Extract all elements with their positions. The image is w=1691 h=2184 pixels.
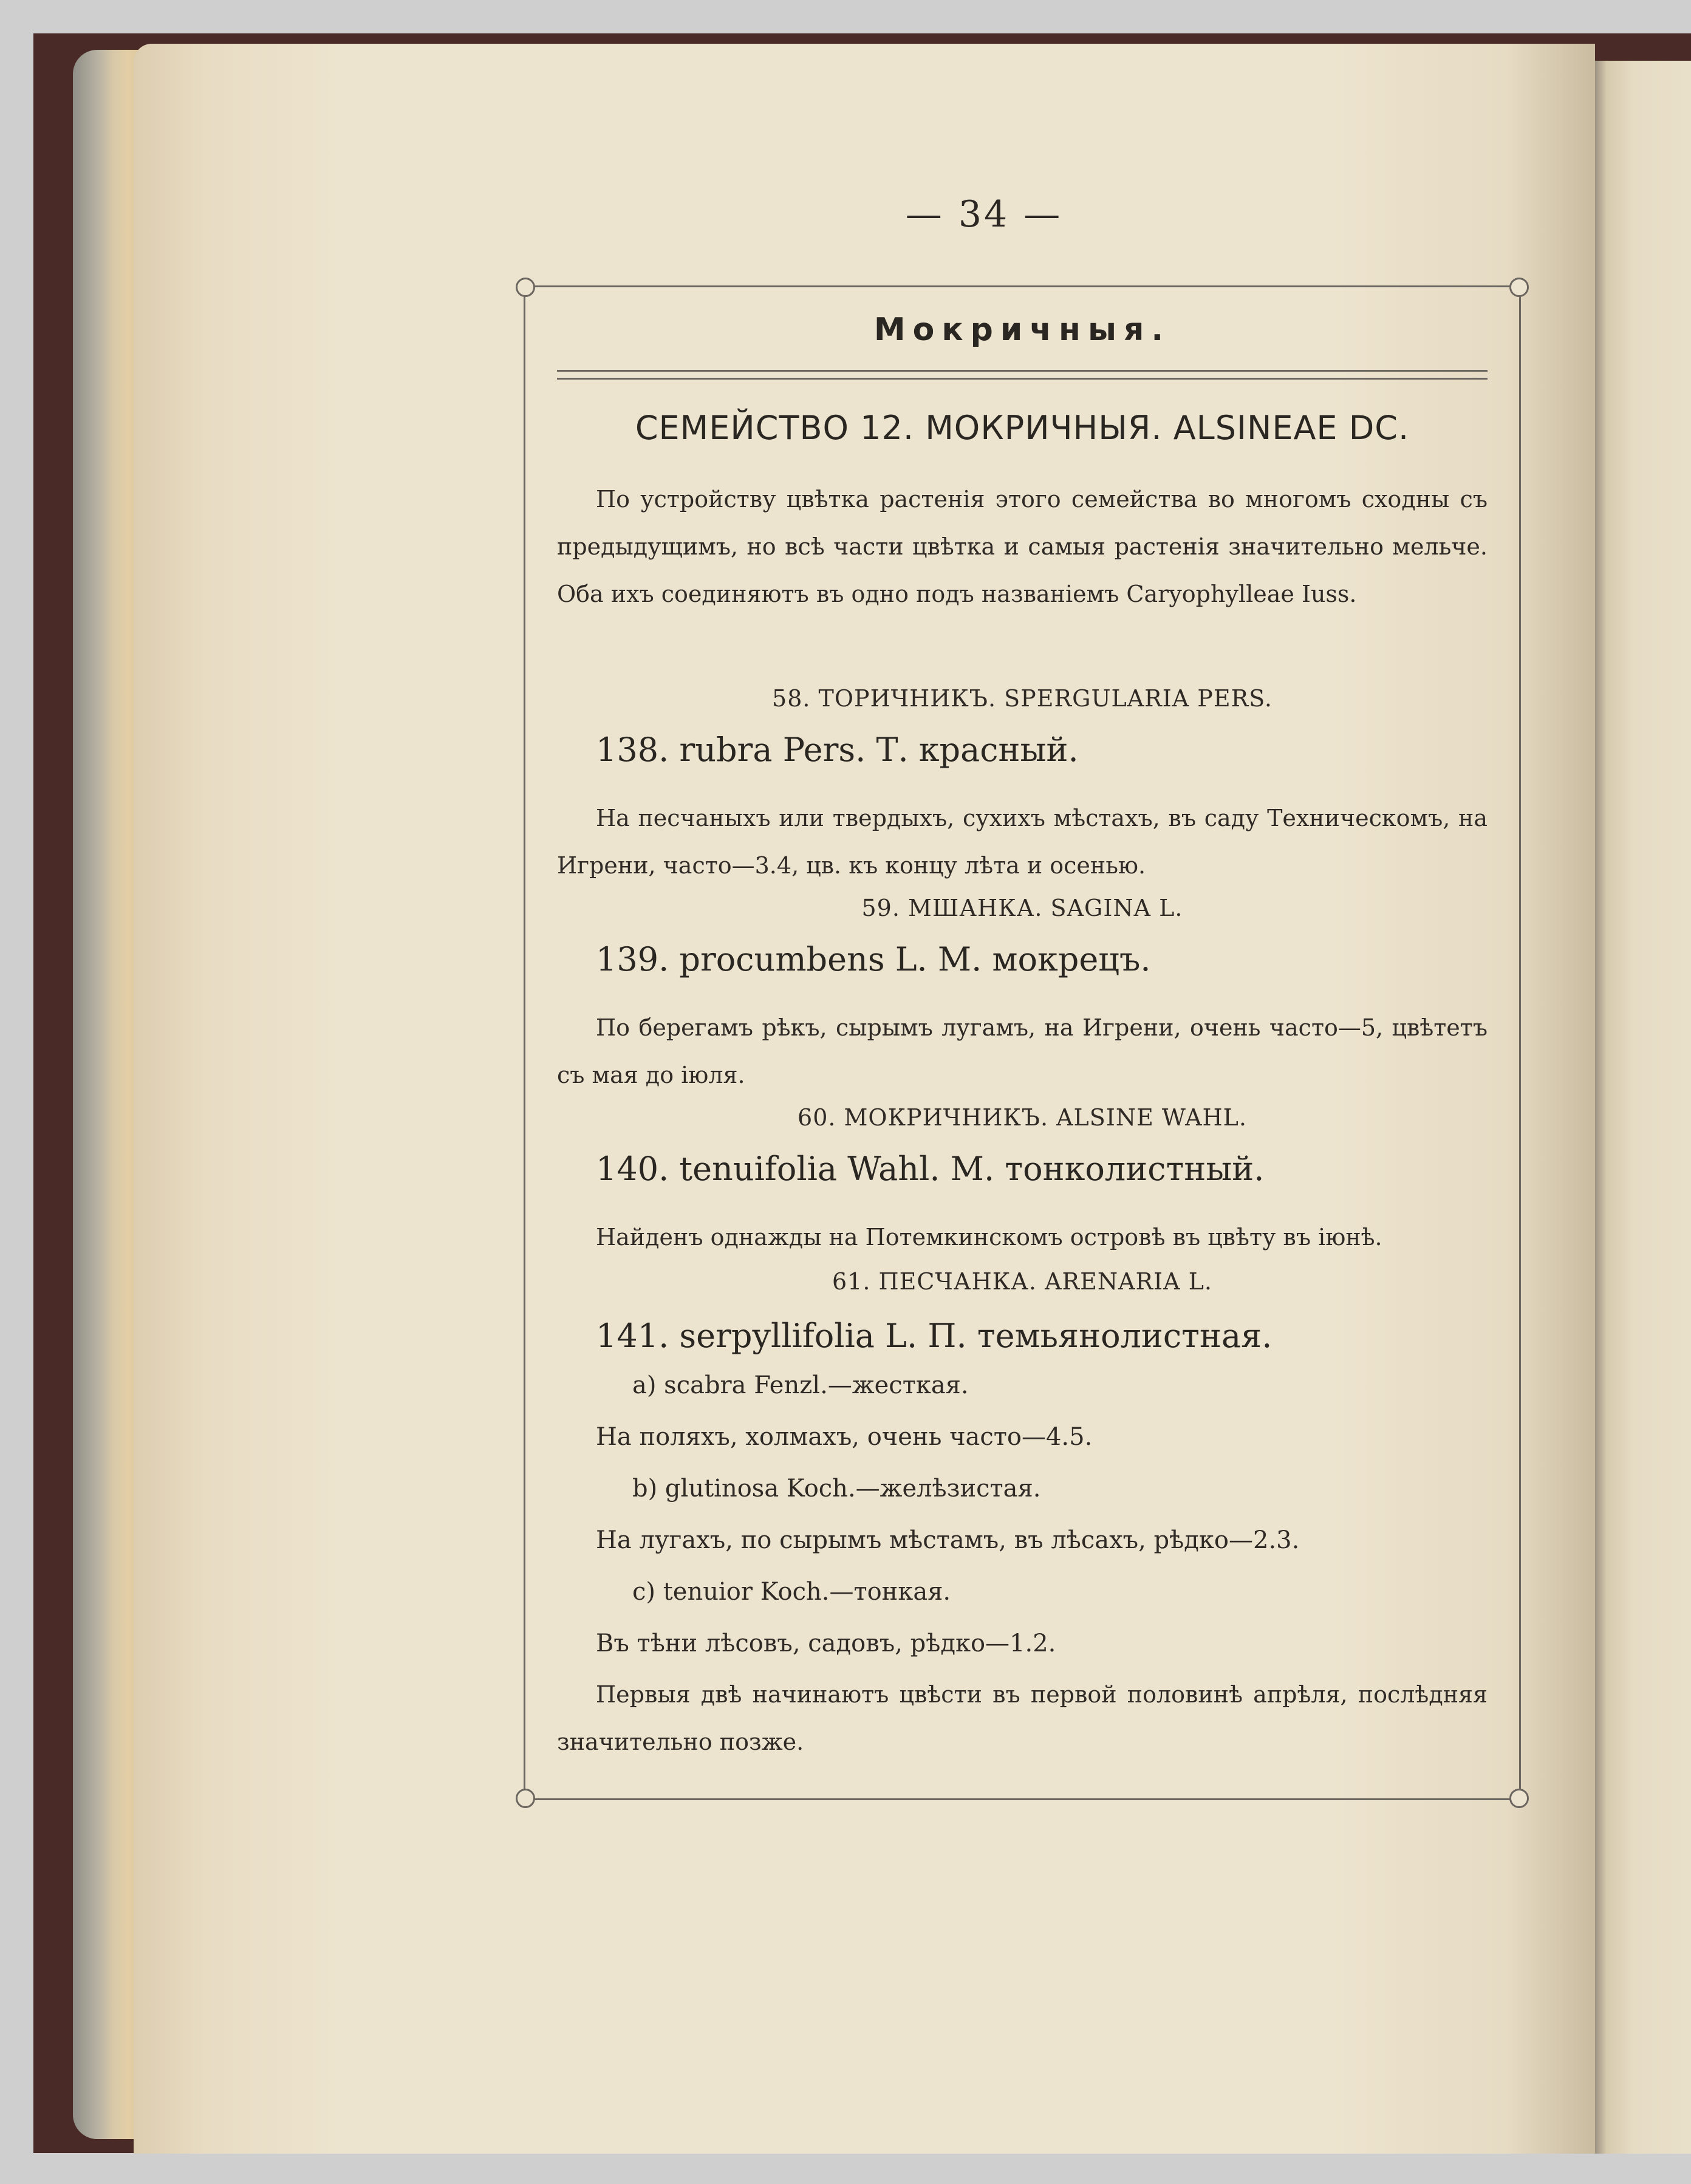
- genus-heading: 59. МШАНКА. SAGINA L.: [861, 895, 1183, 921]
- species-entry: 138. rubra Pers. Т. красный.: [596, 731, 1079, 769]
- genus-heading: 61. ПЕСЧАНКА. ARENARIA L.: [832, 1268, 1213, 1295]
- genus-heading: 58. ТОРИЧНИКЪ. SPERGULARIA PERS.: [772, 685, 1273, 712]
- family-title: СЕМЕЙСТВО 12. МОКРИЧНЫЯ. ALSINEAE DC.: [635, 409, 1410, 447]
- variety-label: b) glutinosa Koch.—желѣзистая.: [632, 1475, 1041, 1503]
- species-description: На песчаныхъ или твердыхъ, сухихъ мѣстахъ, въ саду Техническомъ, на Игрени, часто—3.4, цв. къ концу лѣта и осенью.: [557, 805, 1488, 879]
- variety-description: Въ тѣни лѣсовъ, садовъ, рѣдко—1.2.: [596, 1629, 1056, 1657]
- genus-heading: 60. МОКРИЧНИКЪ. ALSINE WAHL.: [798, 1104, 1247, 1131]
- variety-description: На лугахъ, по сырымъ мѣстамъ, въ лѣсахъ, рѣдко—2.3.: [596, 1526, 1300, 1554]
- running-head: Мокричныя.: [873, 312, 1171, 348]
- species-entry: 140. tenuifolia Wahl. М. тонколистный.: [596, 1150, 1265, 1188]
- text-frame: [524, 285, 1521, 1800]
- intro-paragraph: По устройству цвѣтка растенія этого семейства во многомъ сходны съ предыдущимъ, но всѣ части цвѣтка и самыя растенія значительно мельче. Оба ихъ соединяютъ въ одно подъ названіемъ Caryophylleae Iuss.: [557, 486, 1488, 607]
- double-rule: [557, 370, 1488, 380]
- variety-label: c) tenuior Koch.—тонкая.: [632, 1578, 951, 1606]
- species-entry: 139. procumbens L. М. мокрецъ.: [596, 940, 1151, 978]
- frame-corner-ornament: [1509, 1789, 1529, 1808]
- variety-label: a) scabra Fenzl.—жесткая.: [632, 1371, 969, 1399]
- frame-corner-ornament: [516, 1789, 535, 1808]
- next-page-edge: [1595, 61, 1691, 2154]
- frame-corner-ornament: [1509, 278, 1529, 297]
- page-number: — 34 —: [905, 193, 1063, 236]
- species-description: Найденъ однажды на Потемкинскомъ островѣ въ цвѣту въ іюнѣ.: [596, 1224, 1382, 1251]
- species-description: По берегамъ рѣкъ, сырымъ лугамъ, на Игрени, очень часто—5, цвѣтетъ съ мая до іюля.: [557, 1014, 1488, 1088]
- frame-corner-ornament: [516, 278, 535, 297]
- species-entry: 141. serpyllifolia L. П. темьянолистная.: [596, 1317, 1273, 1355]
- closing-note: Первыя двѣ начинаютъ цвѣсти въ первой половинѣ апрѣля, послѣдняя значительно позже.: [557, 1681, 1488, 1755]
- variety-description: На поляхъ, холмахъ, очень часто—4.5.: [596, 1423, 1093, 1451]
